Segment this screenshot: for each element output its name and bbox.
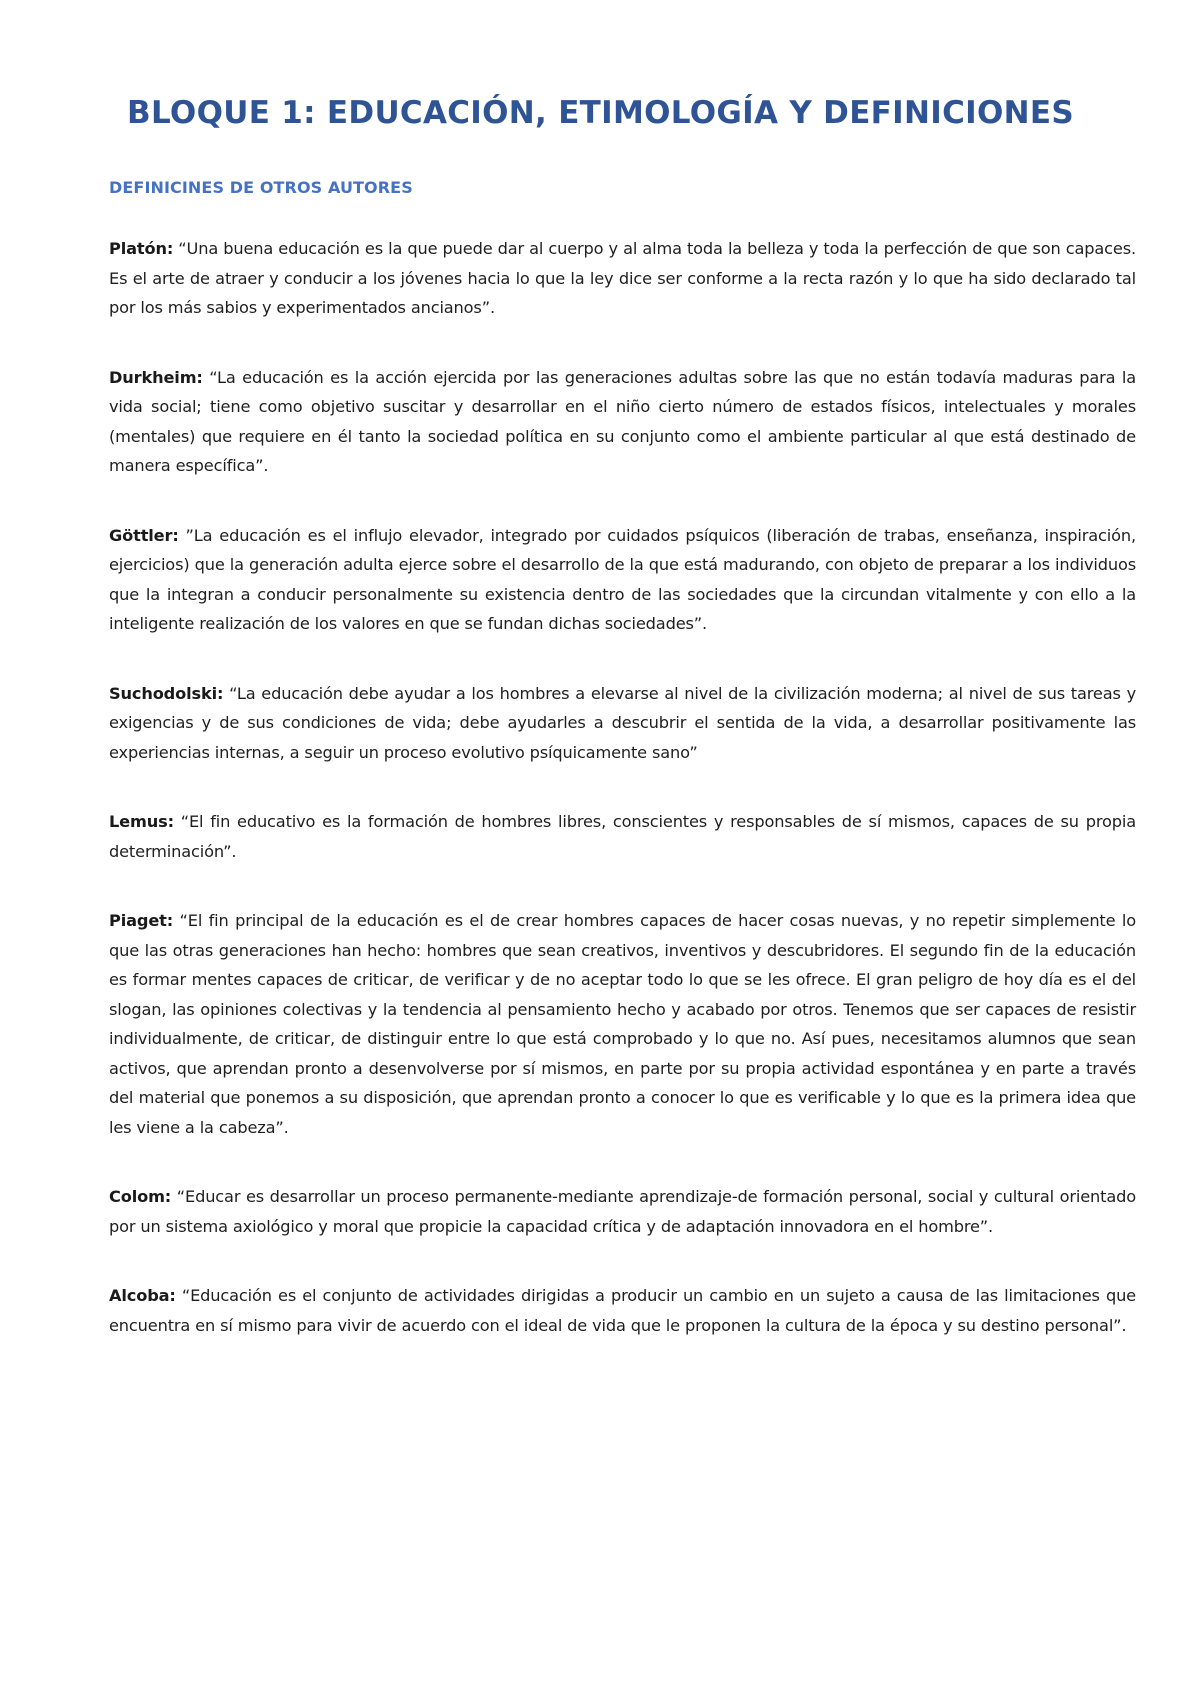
definitions-list [109, 234, 1136, 1340]
definition-lemus [109, 807, 1136, 866]
definition-text: “La educación debe ayudar a los hombres a elevarse al nivel de la civilización moderna; al nivel de sus tareas y exigencias y de sus condiciones de vida; debe ayudarles a descubrir el sentida de la vida, a desarrollar positivamente las experiencias internas, a seguir un proceso evolutivo psíquicamente sano” [109, 683, 1136, 762]
author-name: Durkheim: [109, 367, 203, 387]
definition-text: “Una buena educación es la que puede dar al cuerpo y al alma toda la belleza y toda la perfección de que son capaces. Es el arte de atraer y conducir a los jóvenes hacia lo que la ley dice ser conforme a la recta razón y lo que ha sido declarado tal por los más sabios y experimentados ancianos”. [109, 239, 1136, 317]
definition-text: “El fin principal de la educación es el de crear hombres capaces de hacer cosas nuevas, y no repetir simplemente lo que las otras generaciones han hecho: hombres que sean creativos, inventivos y descubridores. El segundo fin de la educación es formar mentes capaces de criticar, de verificar y de no aceptar todo lo que se les ofrece. El gran peligro de hoy día es el del slogan, las opiniones colectivas y la tendencia al pensamiento hecho y acabado por otros. Tenemos que ser capaces de resistir individualmente, de criticar, de distinguir entre lo que está comprobado y lo que no. Así pues, necesitamos alumnos que sean activos, que aprendan pronto a desenvolverse por sí mismos, en parte por su propia actividad espontánea y en parte a través del material que ponemos a su disposición, que aprendan pronto a conocer lo que es verificable y lo que es la primera idea que les viene a la cabeza”. [109, 911, 1136, 1137]
definition-gottler [109, 521, 1136, 639]
definition-text: “Educación es el conjunto de actividades dirigidas a producir un cambio en un sujeto a causa de las limitaciones que encuentra en sí mismo para vivir de acuerdo con el ideal de vida que le proponen la cultura de la época y su destino personal”. [109, 1286, 1136, 1335]
author-name: Platón: [109, 239, 174, 258]
author-name: Colom: [109, 1187, 172, 1206]
definition-platon [109, 234, 1136, 323]
author-name: Suchodolski: [109, 683, 224, 703]
section-heading: DEFINICINES DE OTROS AUTORES [109, 178, 413, 197]
definition-suchodolski [109, 679, 1136, 768]
author-name: Piaget: [109, 911, 174, 930]
definition-durkheim [109, 363, 1136, 481]
author-name: Göttler: [109, 525, 179, 545]
author-name: Lemus: [109, 812, 174, 831]
definition-alcoba [109, 1281, 1136, 1340]
definition-piaget [109, 906, 1136, 1142]
definition-text: “La educación es la acción ejercida por las generaciones adultas sobre las que no están todavía maduras para la vida social; tiene como objetivo suscitar y desarrollar en el niño cierto número de estados físicos, intelectuales y morales (mentales) que requiere en él tanto la sociedad política en su conjunto como el ambiente particular al que está destinado de manera específica”. [109, 367, 1136, 475]
definition-text: “El fin educativo es la formación de hombres libres, conscientes y responsables de sí mismos, capaces de su propia determinación”. [109, 812, 1136, 861]
definition-colom [109, 1182, 1136, 1241]
author-name: Alcoba: [109, 1286, 176, 1305]
definition-text: “Educar es desarrollar un proceso permanente-mediante aprendizaje-de formación personal, social y cultural orientado por un sistema axiológico y moral que propicie la capacidad crítica y de adaptación innovadora en el hombre”. [109, 1187, 1136, 1236]
definition-text: ”La educación es el influjo elevador, integrado por cuidados psíquicos (liberación de trabas, enseñanza, inspiración, ejercicios) que la generación adulta ejerce sobre el desarrollo de la que está madurando, con objeto de preparar a los individuos que la integran a conducir personalmente su existencia dentro de las sociedades que la circundan vitalmente y con ello a la inteligente realización de los valores en que se fundan dichas sociedades”. [109, 525, 1136, 633]
document-title: BLOQUE 1: EDUCACIÓN, ETIMOLOGÍA Y DEFINICIONES [127, 95, 1074, 131]
